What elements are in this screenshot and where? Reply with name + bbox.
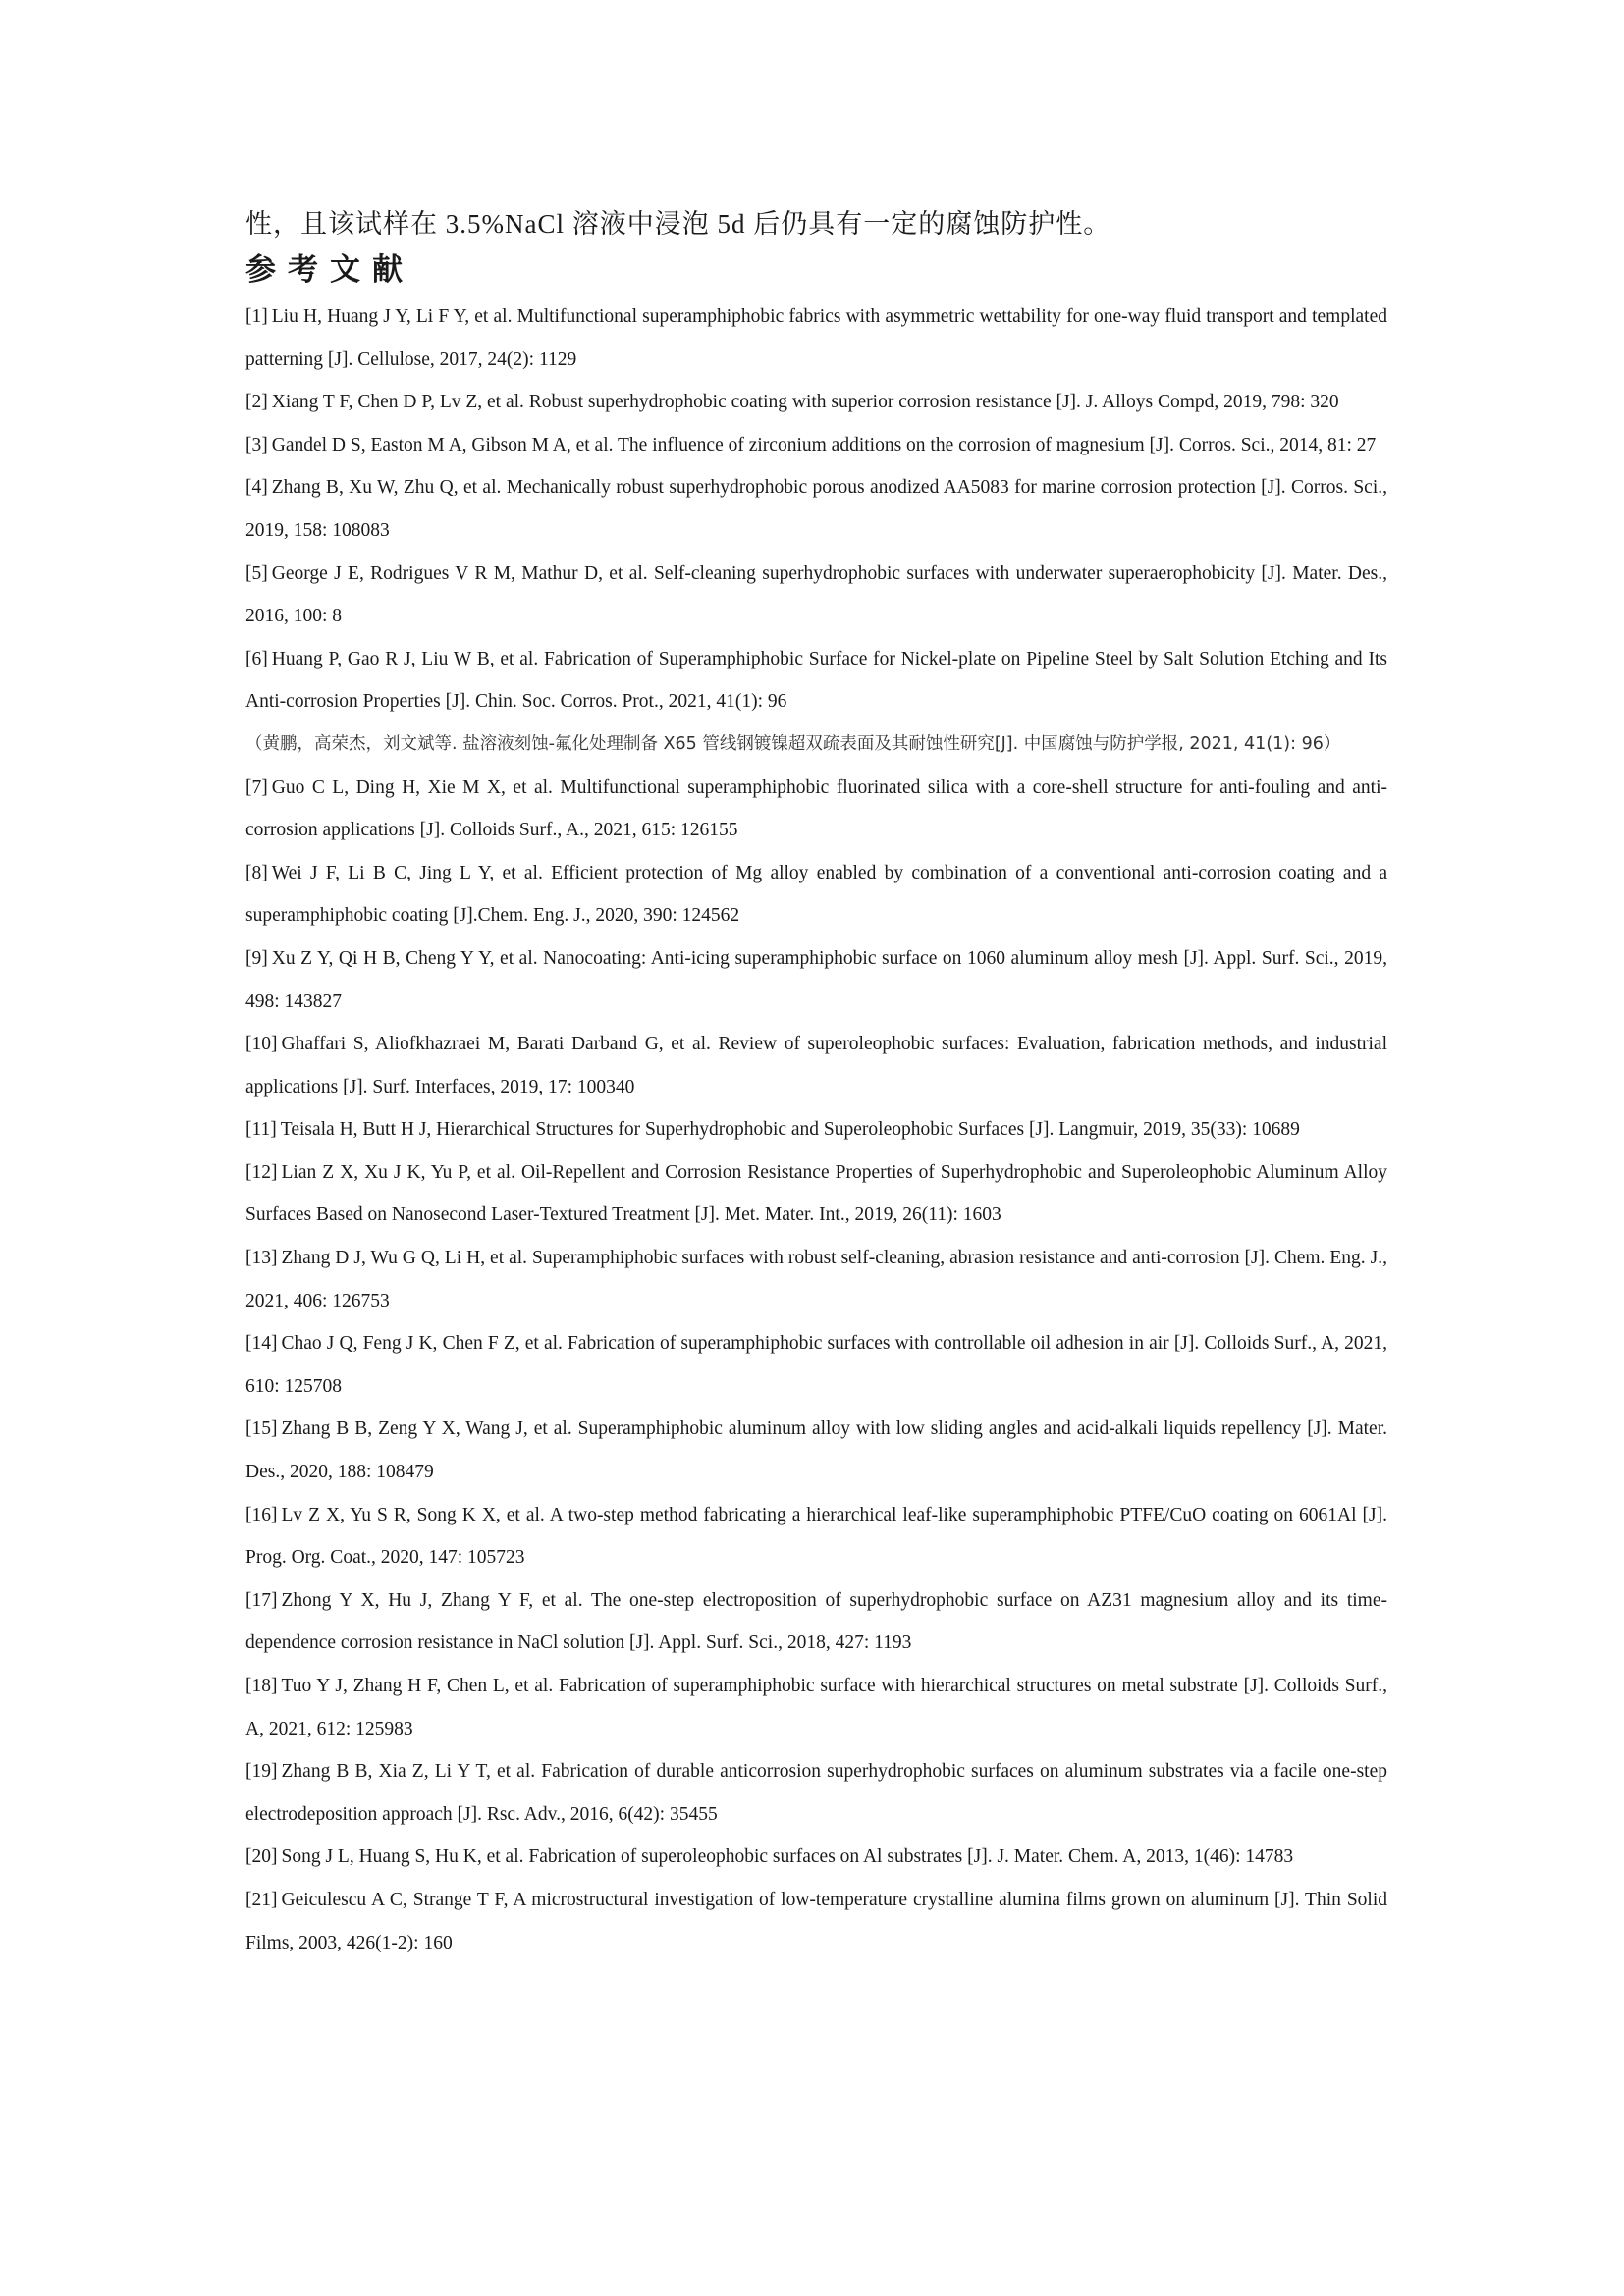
- reference-number: [13]: [245, 1248, 278, 1269]
- reference-item: [245, 1408, 1387, 1493]
- reference-text: Guo C L, Ding H, Xie M X, et al. Multifunctional superamphiphobic fluorinated silica with a core-shell structure for anti-fouling and anti-corrosion applications [J]. Colloids Surf., A., 2021, 615: 126155: [245, 776, 1387, 841]
- reference-text: Geiculescu A C, Strange T F, A microstructural investigation of low-temperature crystalline alumina films grown on aluminum [J]. Thin Solid Films, 2003, 426(1-2): 160: [245, 1889, 1387, 1953]
- reference-number: [16]: [245, 1504, 278, 1525]
- reference-number: [14]: [245, 1333, 278, 1355]
- reference-number: [3]: [245, 434, 268, 455]
- reference-text: Zhang B B, Xia Z, Li Y T, et al. Fabrication of durable anticorrosion superhydrophobic surfaces on aluminum substrates via a facile one-step electrodeposition approach [J]. Rsc. Adv., 2016, 6(42): 35455: [245, 1761, 1387, 1825]
- reference-text: Teisala H, Butt H J, Hierarchical Structures for Superhydrophobic and Superoleophobic Surfaces [J]. Langmuir, 2019, 35(33): 10689: [280, 1119, 1300, 1141]
- reference-text: Gandel D S, Easton M A, Gibson M A, et al. The influence of zirconium additions on the corrosion of magnesium [J]. Corros. Sci., 2014, 81: 27: [271, 434, 1377, 455]
- reference-number: [6]: [245, 648, 268, 669]
- reference-text: Wei J F, Li B C, Jing L Y, et al. Efficient protection of Mg alloy enabled by combination of a conventional anti-corrosion coating and a superamphiphobic coating [J].Chem. Eng. J., 2020, 390: 124562: [245, 862, 1387, 927]
- reference-number: [9]: [245, 947, 268, 969]
- reference-item: [245, 767, 1387, 852]
- reference-item: [245, 466, 1387, 552]
- document-page: [245, 201, 1387, 1964]
- reference-item: [245, 1023, 1387, 1108]
- reference-text: Zhang B, Xu W, Zhu Q, et al. Mechanically robust superhydrophobic porous anodized AA5083 for marine corrosion protection [J]. Corros. Sci., 2019, 158: 108083: [245, 477, 1387, 541]
- reference-item: [245, 1665, 1387, 1750]
- reference-text: Liu H, Huang J Y, Li F Y, et al. Multifunctional superamphiphobic fabrics with asymmetric wettability for one-way fluid transport and templated patterning [J]. Cellulose, 2017, 24(2): 1129: [245, 306, 1387, 370]
- reference-item: [245, 1322, 1387, 1408]
- reference-text: Ghaffari S, Aliofkhazraei M, Barati Darband G, et al. Review of superoleophobic surfaces: Evaluation, fabrication methods, and industrial applications [J]. Surf. Interfaces, 2019, 17: 100340: [245, 1034, 1387, 1097]
- reference-number: [8]: [245, 862, 268, 883]
- reference-text: Chao J Q, Feng J K, Chen F Z, et al. Fabrication of superamphiphobic surfaces with controllable oil adhesion in air [J]. Colloids Surf., A, 2021, 610: 125708: [245, 1333, 1387, 1397]
- reference-list: [245, 295, 1387, 1964]
- reference-number: [20]: [245, 1846, 278, 1868]
- reference-text: Zhang B B, Zeng Y X, Wang J, et al. Superamphiphobic aluminum alloy with low sliding angles and acid-alkali liquids repellency [J]. Mater. Des., 2020, 188: 108479: [245, 1418, 1387, 1483]
- reference-chinese-translation: （黄鹏，高荣杰，刘文斌等. 盐溶液刻蚀-氟化处理制备 X65 管线钢镀镍超双疏表面及其耐蚀性研究[J]. 中国腐蚀与防护学报, 2021, 41(1): 96）: [245, 733, 1341, 754]
- reference-text: Lian Z X, Xu J K, Yu P, et al. Oil-Repellent and Corrosion Resistance Properties of Superhydrophobic and Superoleophobic Aluminum Alloy Surfaces Based on Nanosecond Laser-Textured Treatment [J]. Met. Mater. Int., 2019, 26(11): 1603: [245, 1161, 1387, 1226]
- reference-number: [7]: [245, 776, 268, 798]
- reference-number: [2]: [245, 392, 268, 413]
- reference-number: [19]: [245, 1761, 278, 1783]
- reference-text: Xu Z Y, Qi H B, Cheng Y Y, et al. Nanocoating: Anti-icing superamphiphobic surface on 1060 aluminum alloy mesh [J]. Appl. Surf. Sci., 2019, 498: 143827: [245, 947, 1387, 1012]
- reference-item: [245, 852, 1387, 937]
- reference-item: [245, 1151, 1387, 1237]
- reference-item: [245, 1108, 1387, 1151]
- reference-number: [18]: [245, 1676, 278, 1696]
- reference-item: [245, 1494, 1387, 1579]
- reference-item: [245, 638, 1387, 767]
- reference-item: [245, 1237, 1387, 1322]
- reference-number: [15]: [245, 1418, 278, 1440]
- references-heading: 参考文献: [245, 252, 414, 288]
- reference-text: Song J L, Huang S, Hu K, et al. Fabrication of superoleophobic surfaces on Al substrates [J]. J. Mater. Chem. A, 2013, 1(46): 14783: [281, 1846, 1294, 1868]
- reference-number: [11]: [245, 1119, 277, 1141]
- reference-number: [1]: [245, 306, 268, 327]
- reference-item: [245, 553, 1387, 638]
- reference-text: George J E, Rodrigues V R M, Mathur D, et al. Self-cleaning superhydrophobic surfaces with underwater superaerophobicity [J]. Mater. Des., 2016, 100: 8: [245, 562, 1387, 627]
- reference-text: Tuo Y J, Zhang H F, Chen L, et al. Fabrication of superamphiphobic surface with hierarchical structures on metal substrate [J]. Colloids Surf., A, 2021, 612: 125983: [245, 1676, 1387, 1739]
- reference-item: [245, 1879, 1387, 1964]
- reference-item: [245, 1836, 1387, 1879]
- reference-text: Lv Z X, Yu S R, Song K X, et al. A two-step method fabricating a hierarchical leaf-like superamphiphobic PTFE/CuO coating on 6061Al [J]. Prog. Org. Coat., 2020, 147: 105723: [245, 1504, 1387, 1569]
- reference-number: [10]: [245, 1034, 278, 1055]
- reference-number: [12]: [245, 1161, 278, 1183]
- reference-text: Xiang T F, Chen D P, Lv Z, et al. Robust superhydrophobic coating with superior corrosion resistance [J]. J. Alloys Compd, 2019, 798: 320: [271, 392, 1339, 413]
- intro-paragraph: 性，且该试样在 3.5%NaCl 溶液中浸泡 5d 后仍具有一定的腐蚀防护性。: [245, 209, 1111, 239]
- reference-item: [245, 1579, 1387, 1665]
- reference-number: [4]: [245, 477, 268, 499]
- reference-text: Zhong Y X, Hu J, Zhang Y F, et al. The one-step electroposition of superhydrophobic surface on AZ31 magnesium alloy and its time-dependence corrosion resistance in NaCl solution [J]. Appl. Surf. Sci., 2018, 427: 1193: [245, 1589, 1387, 1654]
- reference-number: [21]: [245, 1889, 278, 1910]
- reference-item: [245, 424, 1387, 467]
- reference-number: [17]: [245, 1589, 278, 1611]
- reference-item: [245, 381, 1387, 424]
- reference-text: Zhang D J, Wu G Q, Li H, et al. Superamphiphobic surfaces with robust self-cleaning, abrasion resistance and anti-corrosion [J]. Chem. Eng. J., 2021, 406: 126753: [245, 1248, 1387, 1311]
- reference-item: [245, 937, 1387, 1023]
- reference-item: [245, 1750, 1387, 1836]
- reference-item: [245, 295, 1387, 381]
- reference-text: Huang P, Gao R J, Liu W B, et al. Fabrication of Superamphiphobic Surface for Nickel-plate on Pipeline Steel by Salt Solution Etching and Its Anti-corrosion Properties [J]. Chin. Soc. Corros. Prot., 2021, 41(1): 96: [245, 648, 1387, 713]
- reference-number: [5]: [245, 562, 268, 584]
